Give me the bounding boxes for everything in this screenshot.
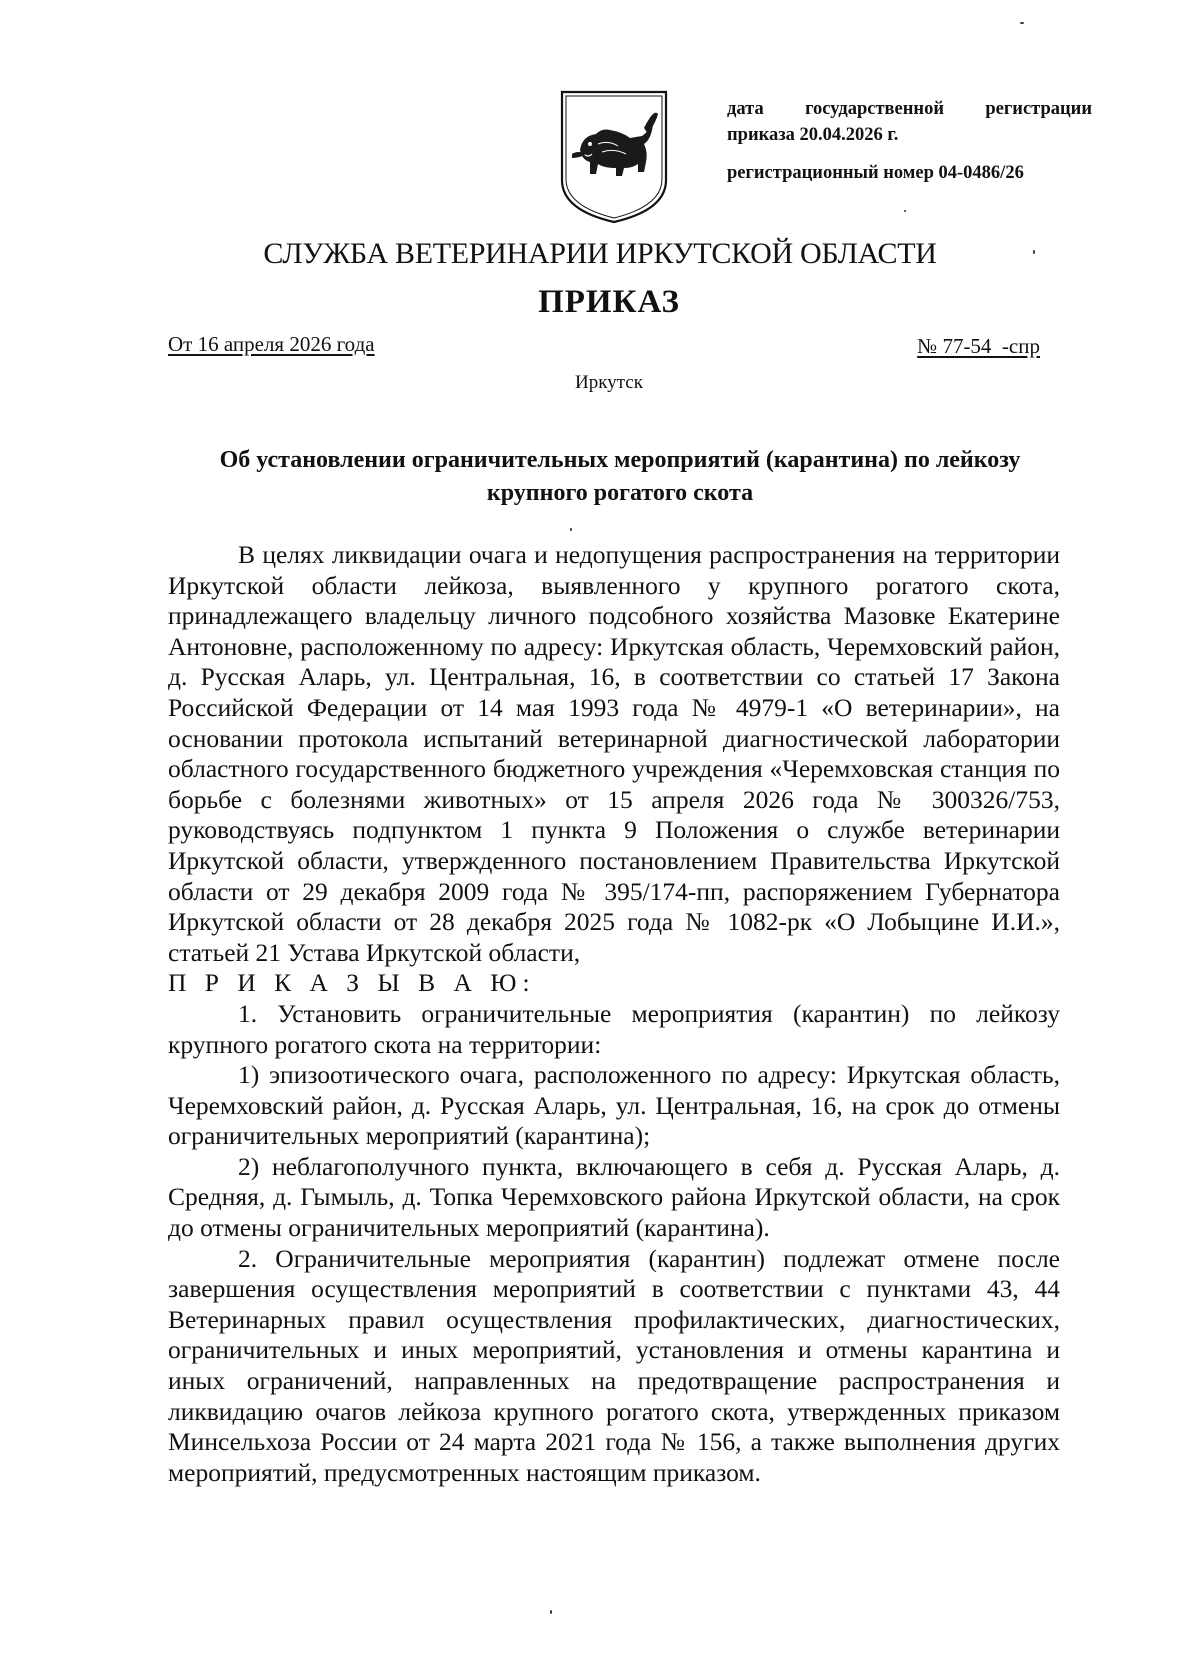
scan-speck [904, 210, 906, 212]
registration-number: регистрационный номер 04-0486/26 [727, 163, 1024, 183]
document-body [168, 540, 1060, 1488]
document-type: ПРИКАЗ [538, 284, 680, 320]
coat-of-arms-emblem [558, 88, 670, 226]
order-subitem-1: 1) эпизоотического очага, расположенного по адресу: Иркутская область, Черемховский район, д. Русская Аларь, ул. Центральная, 16, на срок до отмены ограничительных мероприятий (карантина); [168, 1060, 1060, 1151]
organization-name: СЛУЖБА ВЕТЕРИНАРИИ ИРКУТСКОЙ ОБЛАСТИ [263, 237, 937, 270]
document-subject: Об установлении ограничительных мероприятий (карантина) по лейкозу крупного рогатого скота [219, 447, 1021, 506]
registration-info [727, 96, 1092, 186]
document-date: От 16 апреля 2026 года [168, 332, 375, 356]
registration-date-line-2: приказа 20.04.2026 г. [727, 125, 899, 145]
scan-speck [550, 1610, 552, 1614]
scan-speck [570, 528, 572, 531]
order-item-2: 2. Ограничительные мероприятия (карантин) подлежат отмене после завершения осуществления мероприятий в соответствии с пунктами 43, 44 Ветеринарных правил осуществления профилактических, диагностических, ограничительных и иных мероприятий, установления и отмены карантина и иных ограничений, направленных на предотвращение распространения и ликвидацию очагов лейкоза крупного рогатого скота, утвержденных приказом Минсельхоза России от 24 марта 2021 года № 156, а также выполнения других мероприятий, предусмотренных настоящим приказом. [168, 1243, 1060, 1487]
document-number: № 77-54 -спр [917, 334, 1040, 358]
order-subitem-2: 2) неблагополучного пункта, включающего в себя д. Русская Аларь, д. Средняя, д. Гымыль, д. Топка Черемховского района Иркутской области, на срок до отмены ограничительных мероприятий (карантина). [168, 1151, 1060, 1243]
registration-date-line-1: дата государственной регистрации [727, 99, 1092, 119]
order-word: П Р И К А З Ы В А Ю: [168, 968, 536, 998]
order-item-1: 1. Установить ограничительные мероприятия (карантин) по лейкозу крупного рогатого скота на территории: [168, 998, 1060, 1059]
scan-speck [1033, 250, 1035, 254]
city: Иркутск [575, 372, 643, 393]
scan-speck [1020, 22, 1024, 24]
preamble-paragraph: В целях ликвидации очага и недопущения распространения на территории Иркутской области лейкоза, выявленного у крупного рогатого скота, принадлежащего владельцу личного подсобного хозяйства Мазовке Екатерине Антоновне, расположенному по адресу: Иркутская область, Черемховский район, д. Русская Аларь, ул. Центральная, 16, в соответствии со статьей 17 Закона Российской Федерации от 14 мая 1993 года № 4979-1 «О ветеринарии», на основании протокола испытаний ветеринарной диагностической лаборатории областного государственного бюджетного учреждения «Черемховская станция по борьбе с болезнями животных» от 15 апреля 2026 года № 300326/753, руководствуясь подпунктом 1 пункта 9 Положения о службе ветеринарии Иркутской области, утвержденного постановлением Правительства Иркутской области от 29 декабря 2009 года № 395/174-пп, распоряжением Губернатора Иркутской области от 28 декабря 2025 года № 1082-рк «О Лобыцине И.И.», статьей 21 Устава Иркутской области, [168, 540, 1060, 967]
